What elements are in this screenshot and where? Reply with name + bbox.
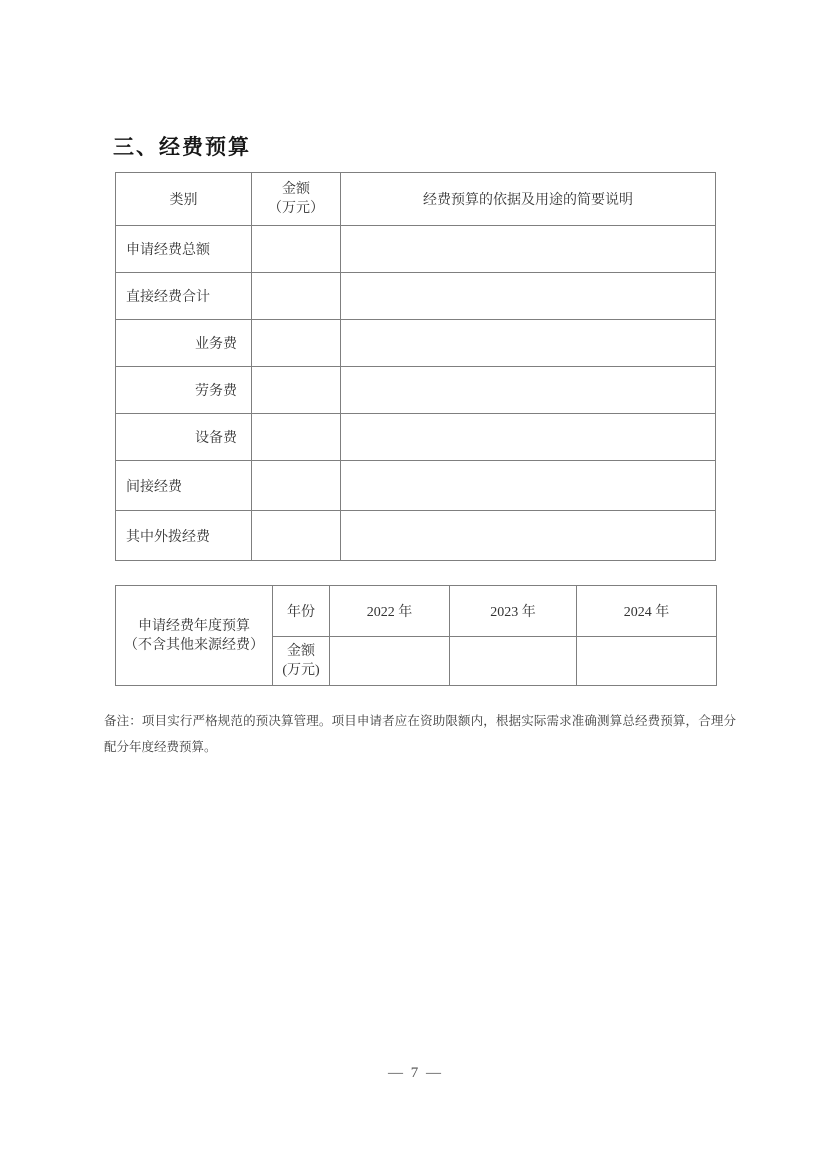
amount-label-line1: 金额	[287, 644, 315, 659]
description-cell	[341, 414, 716, 461]
amount-cell	[252, 320, 341, 367]
table-row	[116, 414, 716, 461]
header-amount	[252, 173, 341, 226]
category-cell: 申请经费总额	[116, 226, 252, 273]
amount-cell	[252, 226, 341, 273]
annual-amount-cell	[330, 637, 450, 686]
category-cell: 劳务费	[116, 367, 252, 414]
section-title: 三、经费预算	[113, 135, 251, 159]
header-amount-line2: （万元）	[268, 201, 324, 216]
header-category: 类别	[116, 173, 252, 226]
annual-budget-table	[115, 585, 717, 686]
amount-cell	[252, 461, 341, 511]
amount-label-line2: (万元)	[282, 663, 320, 678]
amount-label-cell	[273, 637, 330, 686]
annual-row-label-line1: 申请经费年度预算	[138, 618, 250, 634]
description-cell	[341, 273, 716, 320]
annual-amount-cell	[450, 637, 577, 686]
annual-row-label-line2: （不含其他来源经费）	[124, 637, 264, 653]
header-description: 经费预算的依据及用途的简要说明	[341, 173, 716, 226]
description-cell	[341, 226, 716, 273]
amount-cell	[252, 511, 341, 561]
year-cell: 2024 年	[577, 586, 717, 637]
table-row	[116, 461, 716, 511]
description-cell	[341, 511, 716, 561]
year-cell: 2022 年	[330, 586, 450, 637]
annual-row-label	[116, 586, 273, 686]
category-cell: 直接经费合计	[116, 273, 252, 320]
budget-breakdown-table	[115, 172, 716, 561]
description-cell	[341, 461, 716, 511]
year-label-cell: 年份	[273, 586, 330, 637]
annual-amount-cell	[577, 637, 717, 686]
table-row	[116, 273, 716, 320]
header-amount-line1: 金额	[282, 182, 310, 197]
category-cell: 其中外拨经费	[116, 511, 252, 561]
amount-cell	[252, 367, 341, 414]
table-row	[116, 367, 716, 414]
note-text: 备注：项目实行严格规范的预决算管理。项目申请者应在资助限额内，根据实际需求准确测算总经费预算，合理分配分年度经费预算。	[104, 714, 736, 754]
description-cell	[341, 367, 716, 414]
page-number: — 7 —	[388, 1065, 443, 1081]
amount-cell	[252, 273, 341, 320]
table-header-row	[116, 173, 716, 226]
category-cell: 业务费	[116, 320, 252, 367]
table-row	[116, 320, 716, 367]
table-row	[116, 511, 716, 561]
year-header-row	[116, 586, 717, 637]
amount-cell	[252, 414, 341, 461]
table-row	[116, 226, 716, 273]
category-cell: 间接经费	[116, 461, 252, 511]
year-cell: 2023 年	[450, 586, 577, 637]
category-cell: 设备费	[116, 414, 252, 461]
description-cell	[341, 320, 716, 367]
